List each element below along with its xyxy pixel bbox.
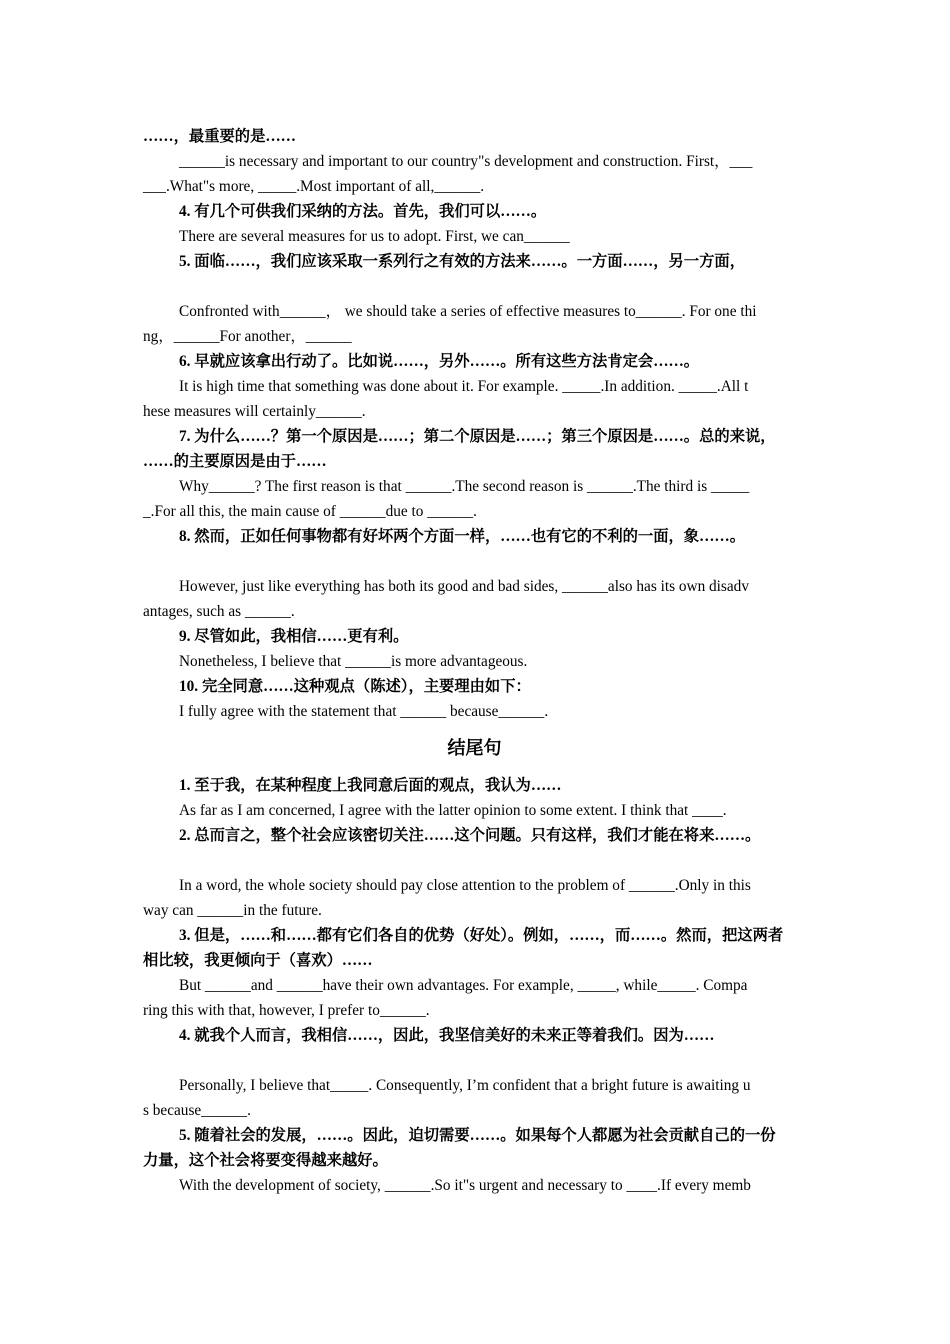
ending-chinese-line: 1. 至于我，在某种程度上我同意后面的观点，我认为…… [179, 777, 562, 794]
bottom-text-block [143, 773, 806, 1198]
spacer-line [143, 549, 806, 574]
spacer-line [143, 1048, 806, 1073]
ending-english-line: ring this with that, however, I prefer to______. [143, 1002, 430, 1019]
top-text-block [143, 124, 806, 724]
body-english-line: There are several measures for us to adopt. First, we can______ [179, 228, 570, 245]
body-english-line: However, just like everything has both its good and bad sides, ______also has its own disadv [179, 578, 749, 595]
ending-english-line: way can ______in the future. [143, 902, 322, 919]
ending-english-line: As far as I am concerned, I agree with the latter opinion to some extent. I think that ____. [179, 802, 727, 819]
body-english-line: ___.What"s more, _____.Most important of all,______. [143, 178, 485, 195]
body-chinese-line: 8. 然而，正如任何事物都有好坏两个方面一样，……也有它的不利的一面，象……。 [179, 528, 745, 545]
body-english-line: hese measures will certainly______. [143, 403, 366, 420]
body-english-line: antages, such as ______. [143, 603, 295, 620]
body-chinese-line: ……的主要原因是由于…… [143, 453, 327, 470]
body-chinese-line: 5. 面临……，我们应该采取一系列行之有效的方法来……。一方面……，另一方面， [179, 253, 745, 270]
ending-english-line: In a word, the whole society should pay close attention to the problem of ______.Only in this [179, 877, 751, 894]
ending-chinese-line: 力量，这个社会将要变得越来越好。 [143, 1152, 388, 1169]
spacer-line [143, 848, 806, 873]
body-english-line: I fully agree with the statement that ______ because______. [179, 703, 549, 720]
body-english-line: Nonetheless, I believe that ______is more advantageous. [179, 653, 528, 670]
body-chinese-line: 6. 早就应该拿出行动了。比如说……，另外……。所有这些方法肯定会……。 [179, 353, 700, 370]
ending-chinese-line: 2. 总而言之，整个社会应该密切关注……这个问题。只有这样，我们才能在将来……。 [179, 827, 761, 844]
ending-english-line: s because______. [143, 1102, 251, 1119]
ending-english-line: But ______and ______have their own advantages. For example, _____, while_____. Compa [179, 977, 748, 994]
ending-chinese-line: 4. 就我个人而言，我相信……，因此，我坚信美好的未来正等着我们。因为…… [179, 1027, 715, 1044]
ending-chinese-line: 5. 随着社会的发展，……。因此，迫切需要……。如果每个人都愿为社会贡献自己的一份 [179, 1127, 776, 1144]
body-english-line: ______is necessary and important to our country"s development and construction. First，___ [179, 153, 753, 170]
body-chinese-line: 7. 为什么……？第一个原因是……；第二个原因是……；第三个原因是……。总的来说， [179, 428, 776, 445]
body-chinese-line: ……，最重要的是…… [143, 128, 296, 145]
section-heading: 结尾句 [447, 738, 502, 758]
body-english-line: _.For all this, the main cause of ______due to ______. [143, 503, 477, 520]
document-page [143, 124, 806, 1198]
spacer-line [143, 274, 806, 299]
ending-chinese-line: 相比较，我更倾向于（喜欢）…… [143, 952, 373, 969]
body-english-line: It is high time that something was done about it. For example. _____.In addition. _____.All t [179, 378, 749, 395]
body-english-line: Confronted with______， we should take a series of effective measures to______. For one thi [179, 303, 757, 320]
body-english-line: Why______? The first reason is that ______.The second reason is ______.The third is _____ [179, 478, 750, 495]
ending-chinese-line: 3. 但是，……和……都有它们各自的优势（好处）。例如，……，而……。然而，把这两者 [179, 927, 784, 944]
ending-english-line: With the development of society, ______.So it"s urgent and necessary to ____.If every memb [179, 1177, 751, 1194]
body-english-line: ng，______For another，______ [143, 328, 352, 345]
body-chinese-line: 9. 尽管如此，我相信……更有利。 [179, 628, 409, 645]
body-chinese-line: 10. 完全同意……这种观点（陈述），主要理由如下： [179, 678, 531, 695]
body-chinese-line: 4. 有几个可供我们采纳的方法。首先，我们可以……。 [179, 203, 547, 220]
ending-english-line: Personally, I believe that_____. Consequently, I’m confident that a bright future is awaiting u [179, 1077, 751, 1094]
